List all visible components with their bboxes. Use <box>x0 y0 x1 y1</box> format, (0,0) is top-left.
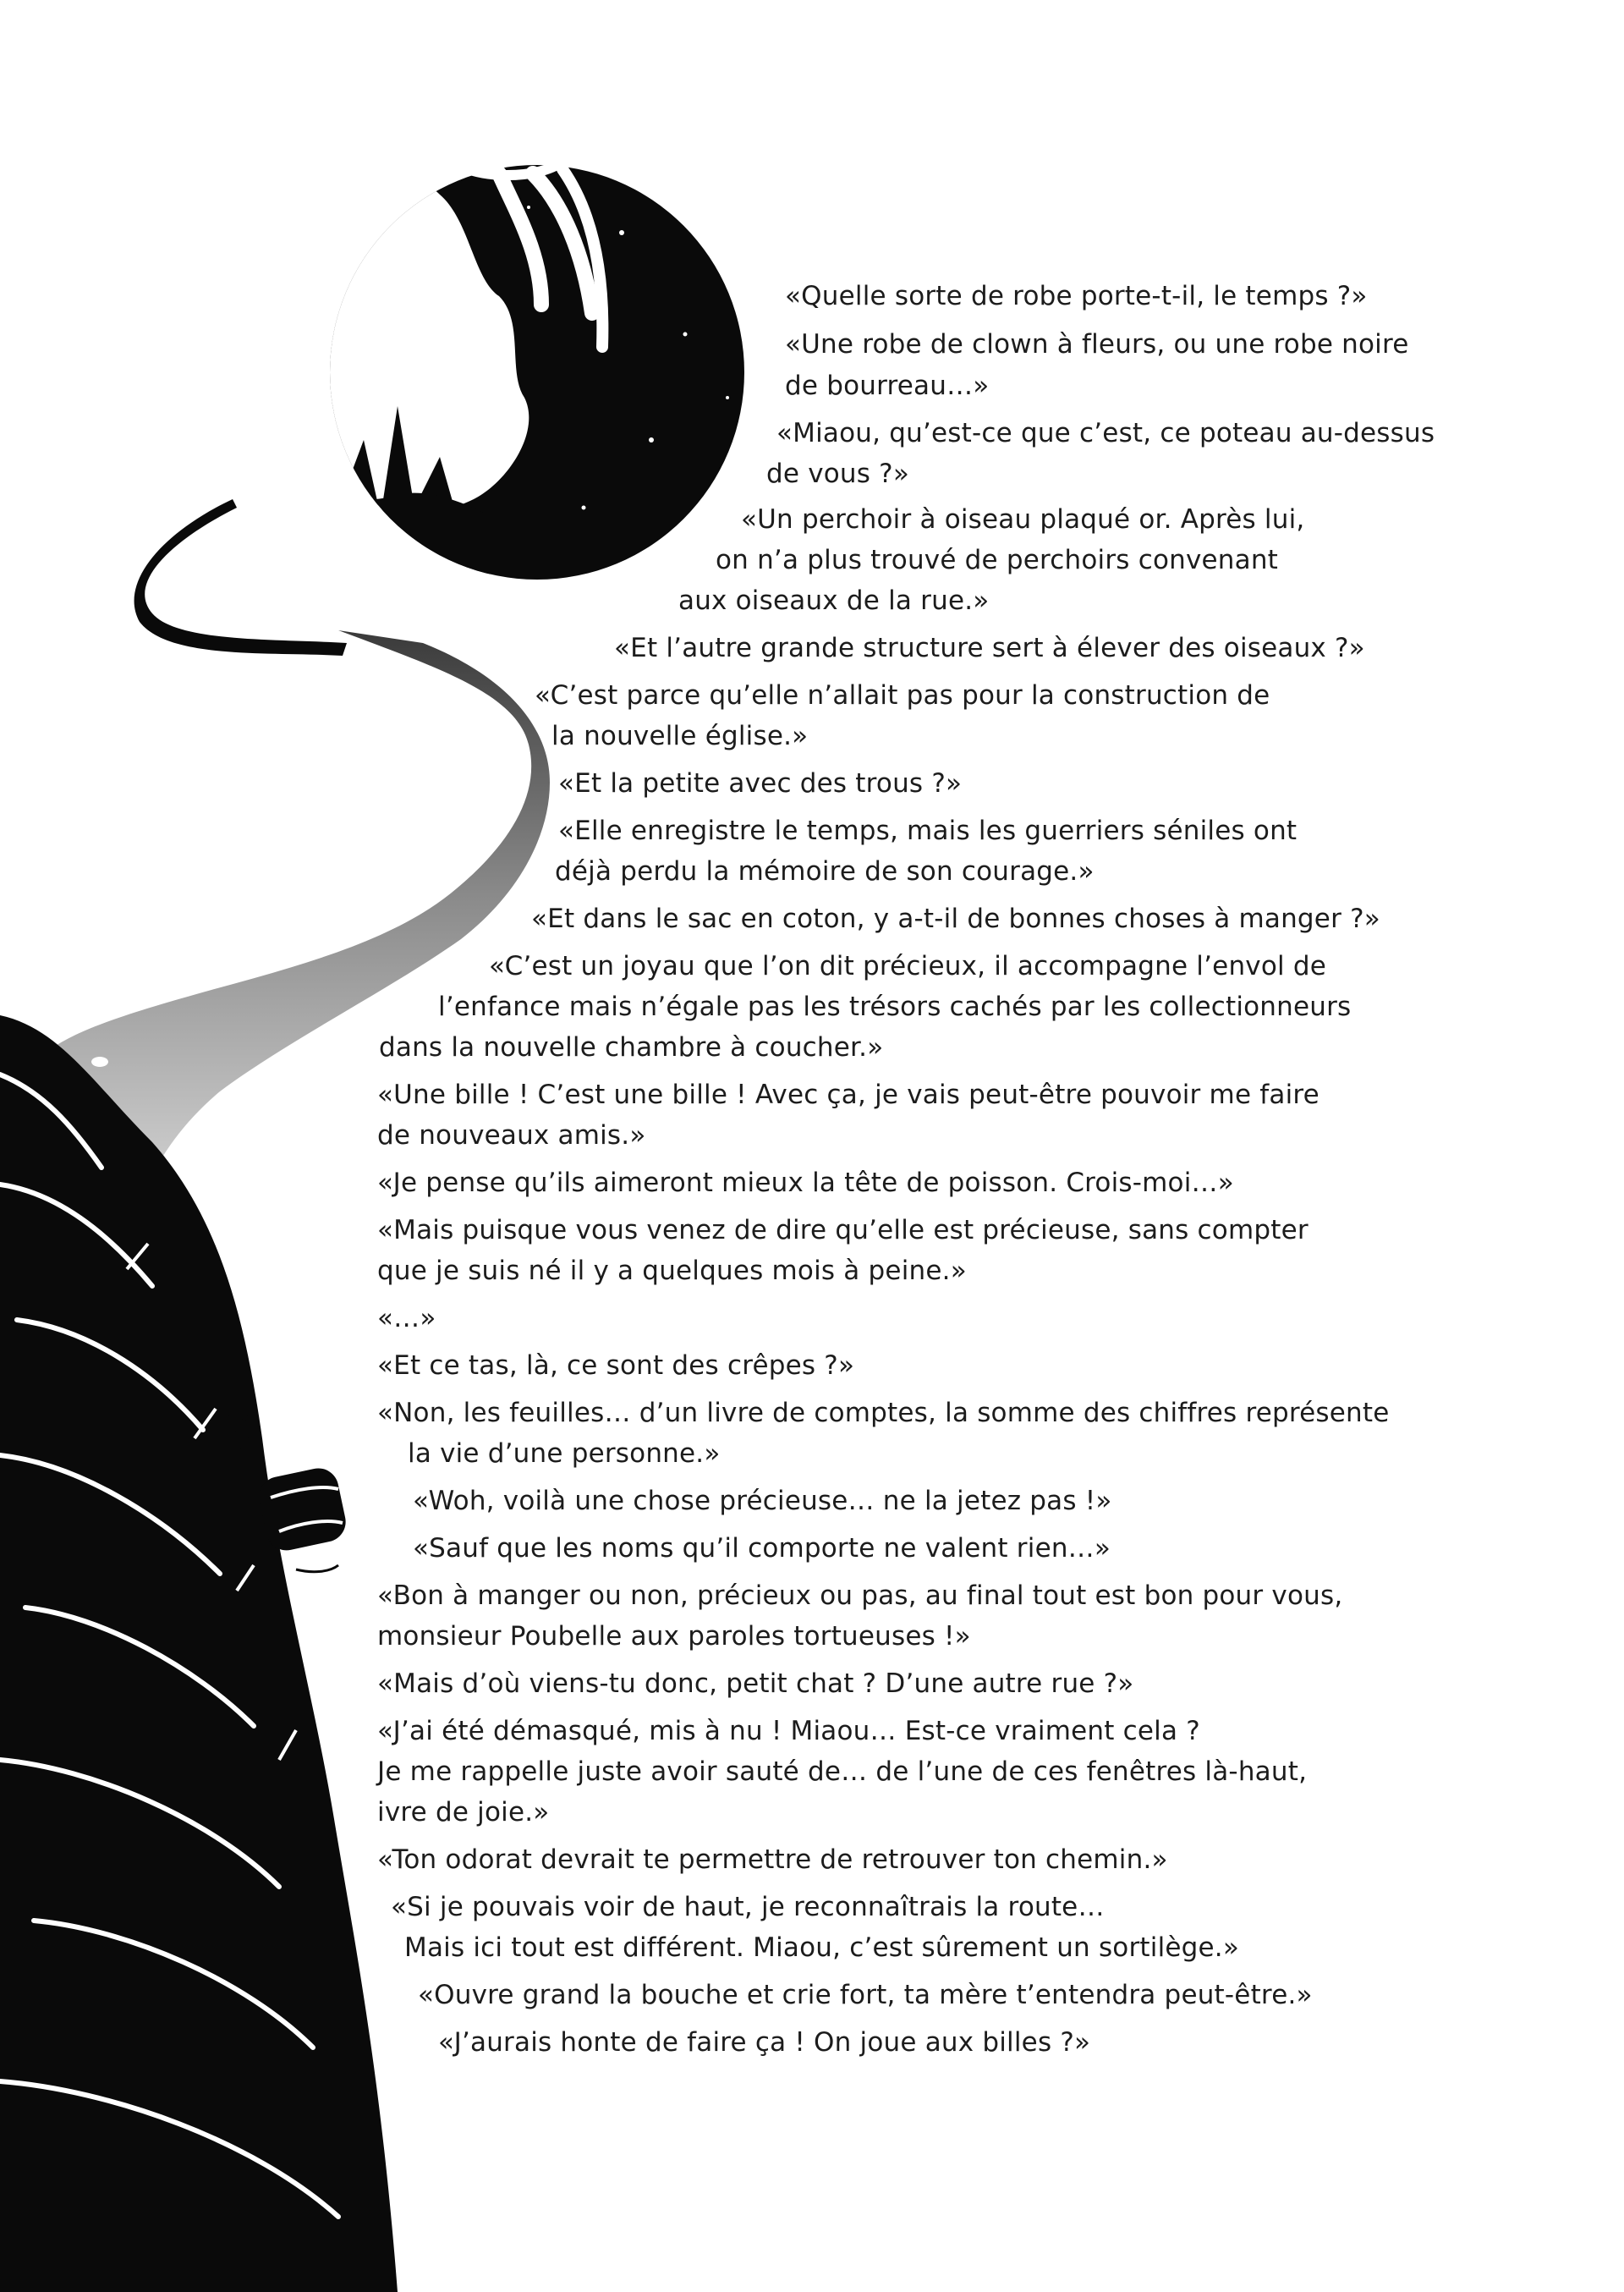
dialogue-line: «Mais d’où viens-tu donc, petit chat ? D’une autre rue ?» <box>377 1668 1134 1699</box>
dialogue-line: «Ouvre grand la bouche et crie fort, ta mère t’entendra peut-être.» <box>418 1980 1313 2010</box>
dialogue-line: de vous ?» <box>766 459 909 489</box>
dialogue-line: «Bon à manger ou non, précieux ou pas, au final tout est bon pour vous, <box>377 1580 1343 1611</box>
dialogue-line: dans la nouvelle chambre à coucher.» <box>379 1032 884 1063</box>
dialogue-line: on n’a plus trouvé de perchoirs convenant <box>716 545 1279 575</box>
dialogue-line: que je suis né il y a quelques mois à peine.» <box>377 1256 967 1286</box>
dialogue-line: «C’est un joyau que l’on dit précieux, il accompagne l’envol de <box>489 951 1327 981</box>
dialogue-line: «Si je pouvais voir de haut, je reconnaîtrais la route… <box>391 1892 1105 1922</box>
dialogue-line: ivre de joie.» <box>377 1797 550 1828</box>
dialogue-line: de nouveaux amis.» <box>377 1120 646 1151</box>
dialogue-line: «Et la petite avec des trous ?» <box>558 768 963 799</box>
dialogue-line: «Ton odorat devrait te permettre de retrouver ton chemin.» <box>377 1844 1168 1875</box>
dialogue-line: Je me rappelle juste avoir sauté de… de l’une de ces fenêtres là-haut, <box>377 1756 1308 1787</box>
dialogue-line: la nouvelle église.» <box>551 721 809 751</box>
dialogue-line: «Quelle sorte de robe porte-t-il, le temps ?» <box>785 281 1368 311</box>
coiled-trash-heap <box>0 1015 398 2292</box>
dialogue-line: Mais ici tout est différent. Miaou, c’est sûrement un sortilège.» <box>404 1932 1240 1963</box>
dialogue-line: la vie d’une personne.» <box>408 1438 721 1469</box>
dialogue-line: aux oiseaux de la rue.» <box>678 585 990 616</box>
moon-with-birdcage <box>169 121 744 584</box>
dialogue-line: «Mais puisque vous venez de dire qu’elle est précieuse, sans compter <box>377 1215 1309 1245</box>
dialogue-line: «Une bille ! C’est une bille ! Avec ça, je vais peut-être pouvoir me faire <box>377 1080 1320 1110</box>
dialogue-line: «Non, les feuilles… d’un livre de comptes, la somme des chiffres représente <box>377 1398 1390 1428</box>
dialogue-line: «Woh, voilà une chose précieuse… ne la jetez pas !» <box>413 1486 1112 1516</box>
dialogue-line: de bourreau…» <box>785 371 990 401</box>
dialogue-line: «Je pense qu’ils aimeront mieux la tête de poisson. Crois-moi…» <box>377 1168 1234 1198</box>
dialogue-line: «Miaou, qu’est-ce que c’est, ce poteau au-dessus <box>776 418 1435 448</box>
dialogue-line: «J’ai été démasqué, mis à nu ! Miaou… Est-ce vraiment cela ? <box>377 1716 1200 1746</box>
dialogue-line: «…» <box>377 1303 436 1333</box>
dialogue-line: «J’aurais honte de faire ça ! On joue aux billes ?» <box>438 2027 1091 2058</box>
dialogue-line: «Un perchoir à oiseau plaqué or. Après lui, <box>741 504 1305 535</box>
dialogue-line: «Et l’autre grande structure sert à élever des oiseaux ?» <box>614 633 1365 663</box>
dialogue-line: «C’est parce qu’elle n’allait pas pour la construction de <box>535 680 1270 711</box>
dialogue-line: «Elle enregistre le temps, mais les guerriers séniles ont <box>558 816 1298 846</box>
dialogue-line: «Sauf que les noms qu’il comporte ne valent rien…» <box>413 1533 1111 1564</box>
dialogue-line: l’enfance mais n’égale pas les trésors cachés par les collectionneurs <box>438 992 1352 1022</box>
dialogue-line: «Une robe de clown à fleurs, ou une robe noire <box>785 329 1409 360</box>
dialogue-line: monsieur Poubelle aux paroles tortueuses !» <box>377 1621 971 1652</box>
dialogue-line: «Et ce tas, là, ce sont des crêpes ?» <box>377 1350 855 1381</box>
dialogue-line: déjà perdu la mémoire de son courage.» <box>555 856 1095 887</box>
dialogue-line: «Et dans le sac en coton, y a-t-il de bonnes choses à manger ?» <box>531 904 1380 934</box>
